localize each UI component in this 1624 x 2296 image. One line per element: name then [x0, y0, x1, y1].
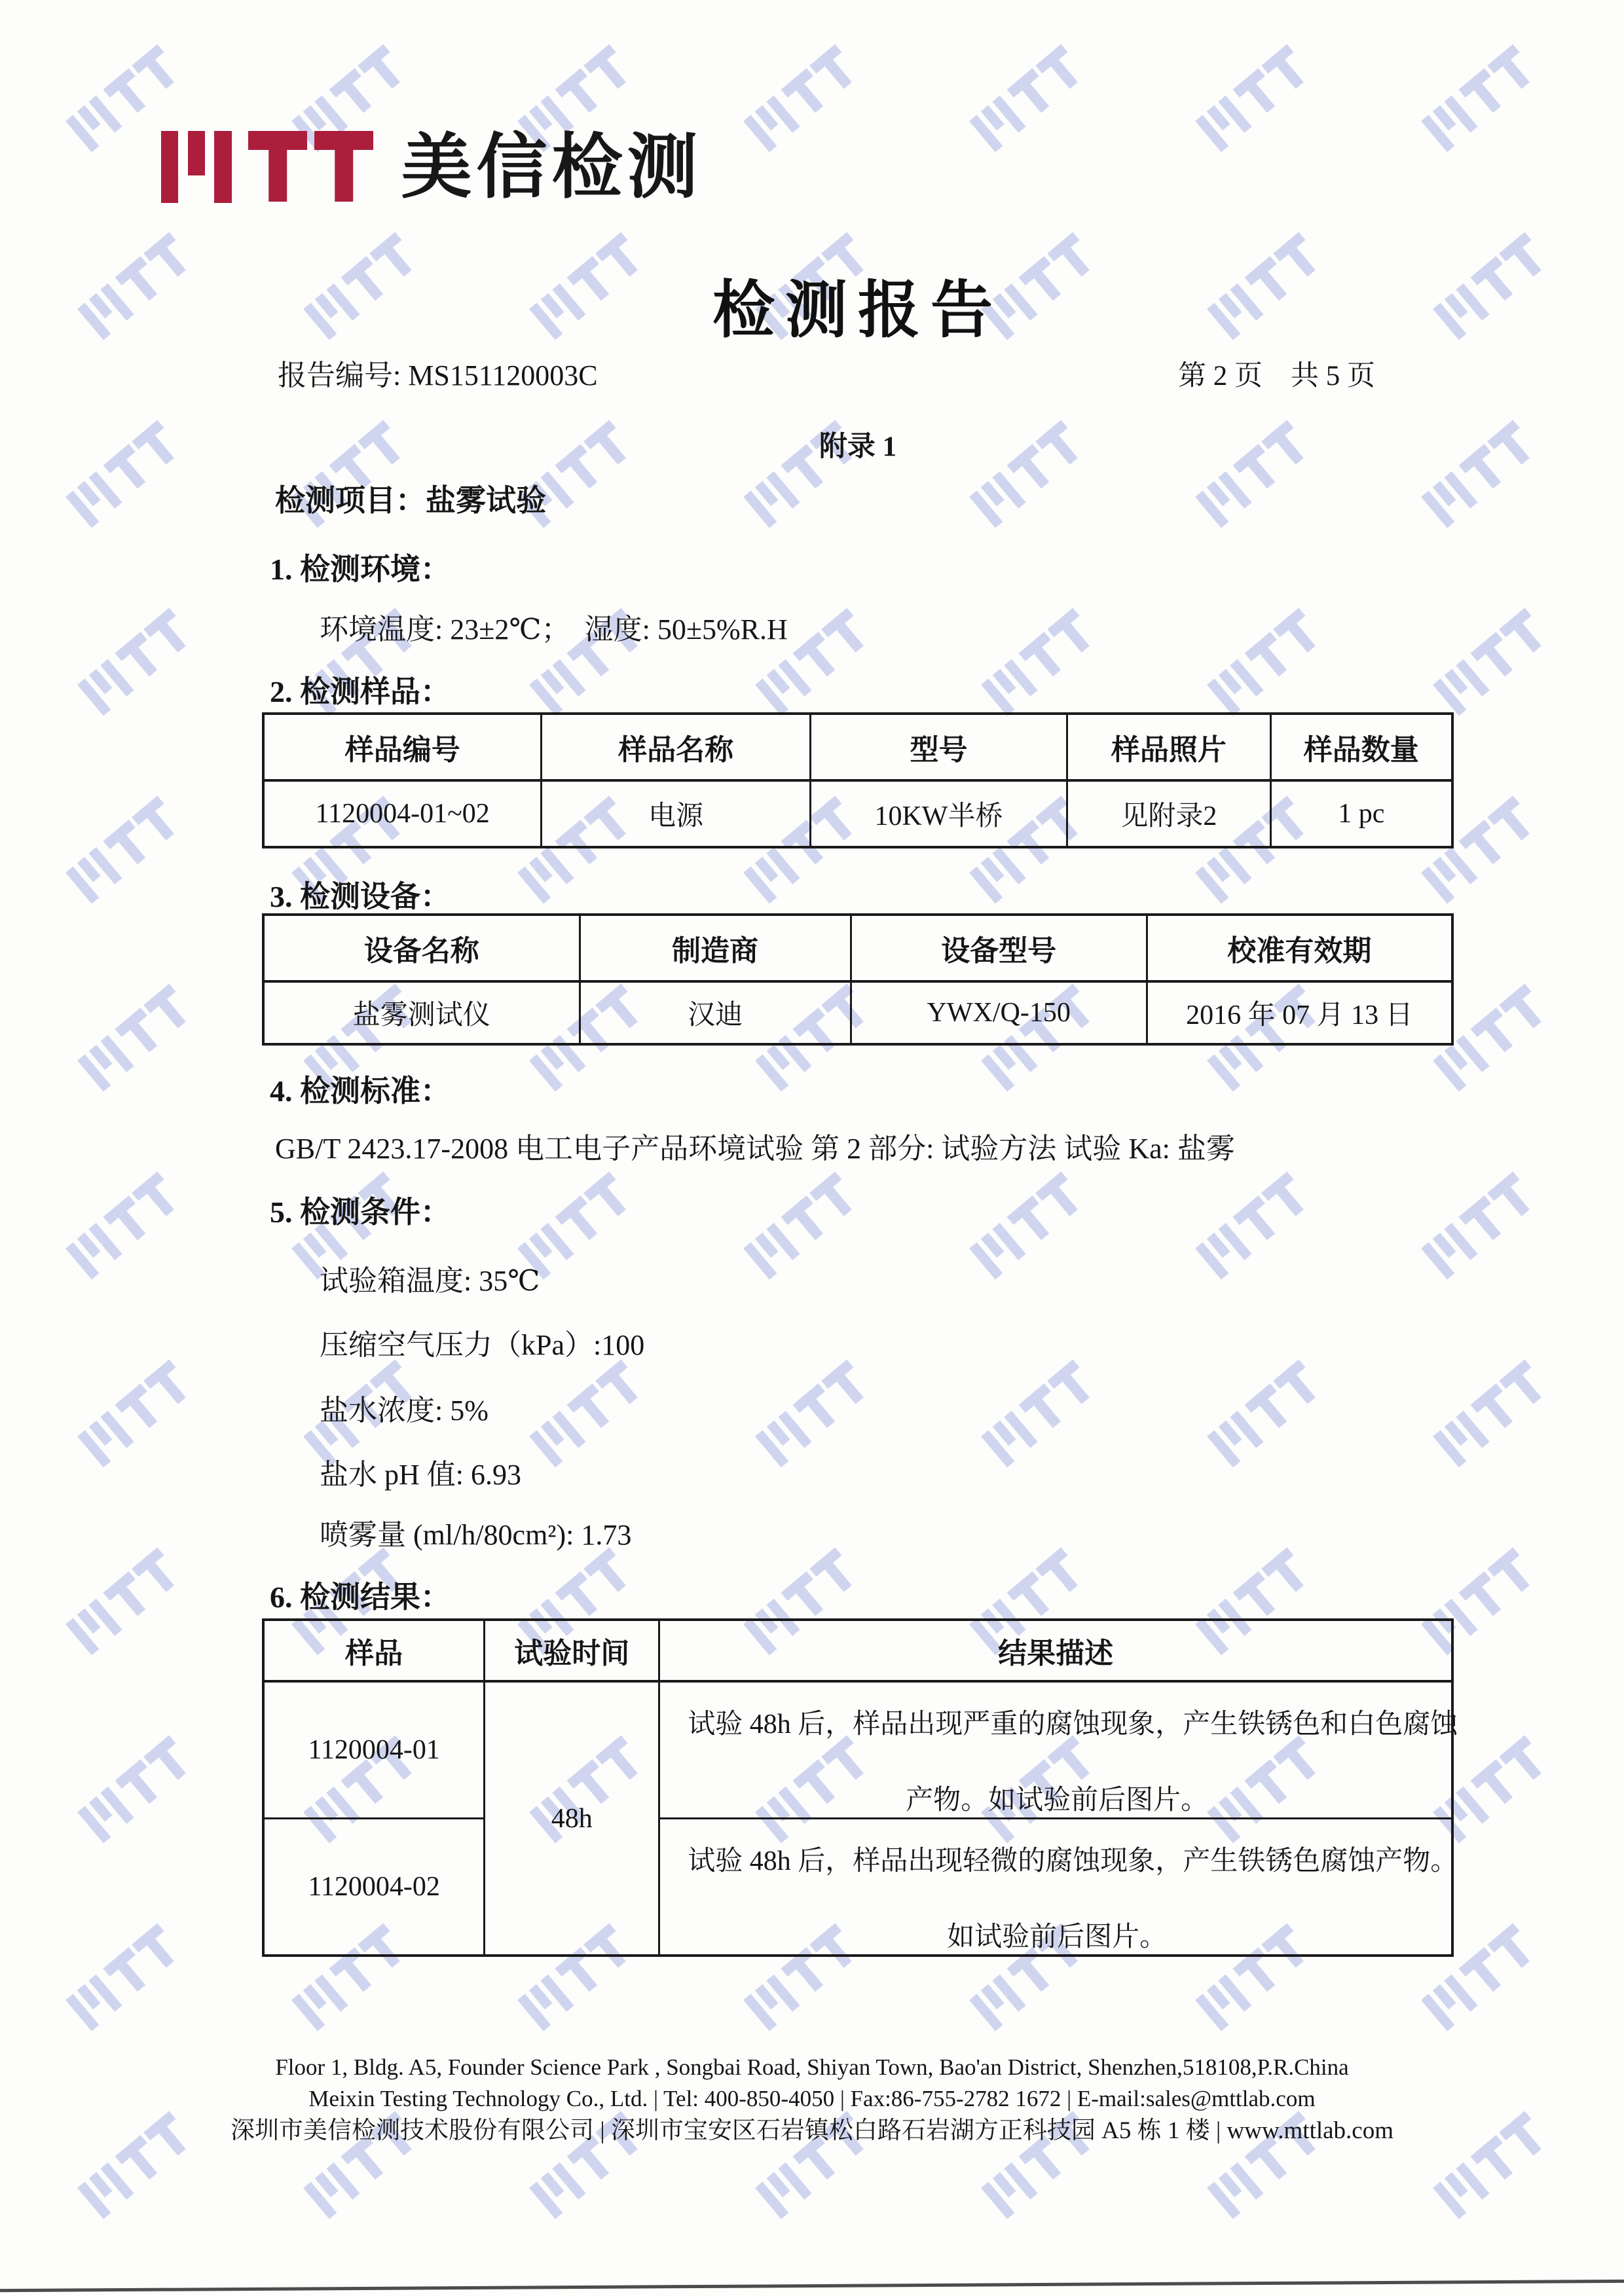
condition-air-pressure: 压缩空气压力（kPa）:100 [320, 1329, 645, 1361]
brand-header [161, 127, 703, 206]
equipment-name-cell: 盐雾测试仪 [263, 981, 580, 1044]
sample-name-cell: 电源 [542, 780, 810, 847]
section-heading-standard: 4. 检测标准： [270, 1074, 451, 1108]
equipment-table-header-row [263, 915, 1452, 981]
result-description-line: 产物。如试验前后图片。 [906, 1785, 1209, 1815]
samples-header-cell: 样品编号 [263, 714, 542, 780]
samples-header-cell: 样品照片 [1067, 714, 1271, 780]
equipment-model-cell: YWX/Q-150 [851, 981, 1147, 1044]
results-table-header-row [263, 1620, 1452, 1681]
equipment-calibration-cell: 2016 年 07 月 13 日 [1147, 981, 1452, 1044]
section-heading-samples: 2. 检测样品： [270, 675, 451, 708]
test-item-line [275, 477, 546, 520]
footer-address-cn: 深圳市美信检测技术股份有限公司 | 深圳市宝安区石岩镇松白路石岩湖方正科技园 A5 栋 1 楼 | www.mttlab.com [230, 2117, 1394, 2144]
logo-bar-icon [188, 131, 205, 175]
results-header-cell: 结果描述 [659, 1620, 1452, 1681]
sample-model-cell: 10KW半桥 [810, 780, 1067, 847]
test-item-label: 检测项目： [275, 484, 426, 517]
results-table [262, 1618, 1458, 1957]
result-description-cell [659, 1681, 1458, 1819]
section-heading-results: 6. 检测结果： [270, 1580, 451, 1614]
equipment-maker-cell: 汉迪 [580, 981, 851, 1044]
samples-header-cell: 型号 [810, 714, 1067, 780]
page-footer [0, 2056, 1624, 2143]
report-number-label: 报告编号: [278, 359, 401, 392]
appendix-label: 附录 1 [819, 431, 897, 462]
condition-chamber-temp: 试验箱温度: 35℃ [320, 1265, 540, 1297]
scan-edge-artifact [0, 2280, 1624, 2292]
mtt-logo-icon [161, 131, 373, 203]
section-heading-equipment: 3. 检测设备： [270, 880, 451, 913]
test-item-value: 盐雾试验 [426, 484, 546, 517]
sample-id-cell: 1120004-01~02 [263, 780, 542, 847]
report-number-value: MS151120003C [408, 359, 598, 392]
logo-t-icon [314, 131, 373, 203]
equipment-header-cell: 制造商 [580, 915, 851, 981]
condition-spray-rate: 喷雾量 (ml/h/80cm²): 1.73 [320, 1519, 632, 1551]
result-description-cell [659, 1819, 1458, 1956]
samples-header-cell: 样品名称 [542, 714, 810, 780]
brand-company-name: 美信检测 [401, 127, 703, 206]
result-sample-id-cell: 1120004-02 [263, 1819, 485, 1956]
page-indicator: 第 2 页 共 5 页 [1178, 361, 1375, 392]
section-heading-conditions: 5. 检测条件： [270, 1195, 451, 1229]
logo-bar-icon [161, 131, 178, 203]
report-title: 检测报告 [712, 276, 1003, 345]
results-table-row [263, 1819, 1452, 1956]
samples-table-row [263, 780, 1452, 847]
report-number [278, 352, 598, 393]
result-duration-cell: 48h [485, 1681, 659, 1956]
results-table-row [263, 1681, 1452, 1819]
footer-contact-en: Meixin Testing Technology Co., Ltd. | Tel: 400-850-4050 | Fax:86-755-2782 1672 | E-mail:sales@mttlab.com [308, 2086, 1316, 2111]
sample-photo-cell: 见附录2 [1067, 780, 1271, 847]
result-description-line: 试验 48h 后，样品出现严重的腐蚀现象，产生铁锈色和白色腐蚀 [688, 1709, 1458, 1740]
condition-salt-concentration: 盐水浓度: 5% [320, 1394, 489, 1427]
equipment-header-cell: 设备名称 [263, 915, 580, 981]
section-heading-environment: 1. 检测环境： [270, 553, 451, 586]
samples-table [262, 712, 1454, 848]
results-header-cell: 样品 [263, 1620, 485, 1681]
result-sample-id-cell: 1120004-01 [263, 1681, 485, 1819]
logo-bar-icon [214, 131, 231, 203]
environment-detail: 环境温度: 23±2℃； 湿度: 50±5%R.H [320, 613, 788, 646]
equipment-table-row [263, 981, 1452, 1044]
logo-t-icon [248, 131, 307, 203]
samples-header-cell: 样品数量 [1270, 714, 1452, 780]
results-header-cell: 试验时间 [485, 1620, 659, 1681]
standard-detail: GB/T 2423.17-2008 电工电子产品环境试验 第 2 部分: 试验方法 试验 Ka: 盐雾 [275, 1133, 1235, 1165]
equipment-header-cell: 设备型号 [851, 915, 1147, 981]
result-description-line: 试验 48h 后，样品出现轻微的腐蚀现象，产生铁锈色腐蚀产物。 [688, 1846, 1458, 1876]
sample-qty-cell: 1 pc [1270, 780, 1452, 847]
equipment-header-cell: 校准有效期 [1147, 915, 1452, 981]
condition-ph-value: 盐水 pH 值: 6.93 [320, 1459, 521, 1491]
equipment-table [262, 913, 1454, 1046]
footer-address-en: Floor 1, Bldg. A5, Founder Science Park , Songbai Road, Shiyan Town, Bao'an District, Shenzhen,518108,P.R.China [275, 2054, 1349, 2080]
samples-table-header-row [263, 714, 1452, 780]
result-description-line: 如试验前后图片。 [947, 1922, 1168, 1952]
